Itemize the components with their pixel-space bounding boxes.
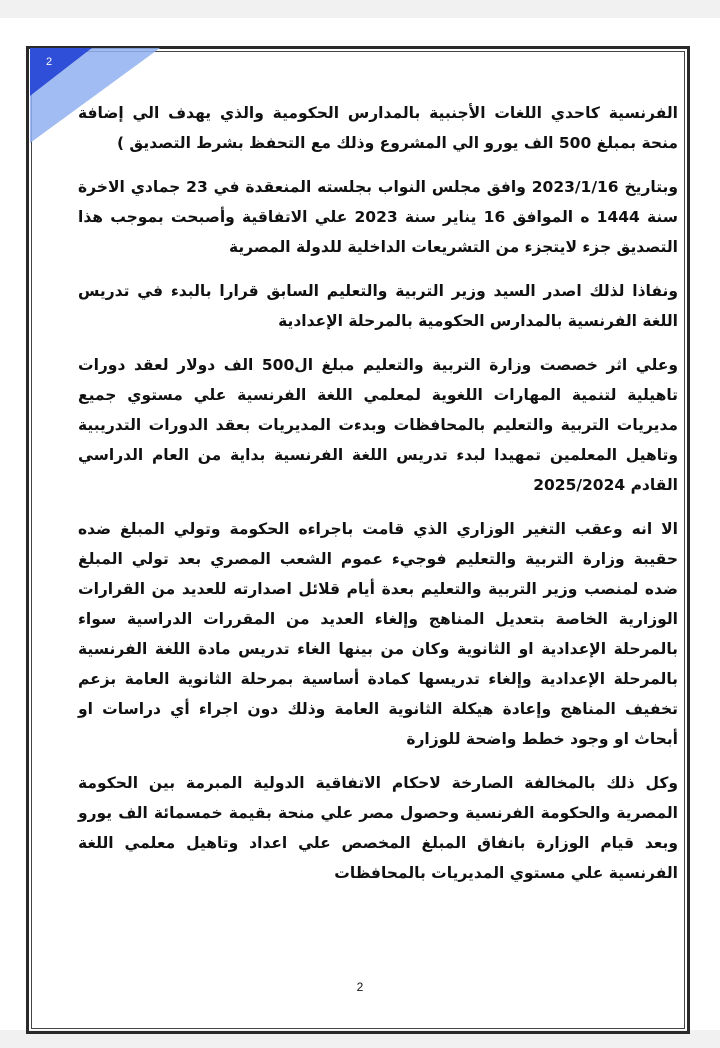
paragraph-3: ونفاذا لذلك اصدر السيد وزير التربية والتعليم السابق قرارا بالبدء في تدريس اللغة الفرنسية بالمدارس الحكومية بالمرحلة الإعدادية (78, 282, 678, 330)
paragraph-5: الا انه وعقب التغير الوزاري الذي قامت باجراءه الحكومة وتولي المبلغ ضده حقيبة وزارة التربية والتعليم فوجيء عموم الشعب المصري بعد تولي المبلغ ضده لمنصب وزير التربية والتعليم بعدة أيام قلائل اصدارته للعديد من القرارات الوزارية الخاصة بتعديل المناهج وإلغاء العديد من المقررات الدراسية سواء بالمرحلة الإعدادية او الثانوية وكان من بينها الغاء تدريس مادة اللغة الفرنسية بالمرحلة الإعدادية وإلغاء تدريسها كمادة أساسية بمرحلة الثانوية العامة بزعم تخفيف المناهج وإعادة هيكلة الثانوية العامة وذلك دون اجراء أي دراسات او أبحاث او وجود خطط واضحة للوزارة (78, 520, 678, 748)
document-body (78, 98, 678, 902)
corner-page-number: 2 (46, 56, 53, 68)
paragraph-1: الفرنسية كاحدي اللغات الأجنبية بالمدارس الحكومية والذي يهدف الي إضافة منحة بمبلغ 500 الف يورو الي المشروع وذلك مع التحفظ بشرط التصديق ) (78, 104, 678, 152)
paragraph-4: وعلي اثر خصصت وزارة التربية والتعليم مبلغ ال500 الف دولار لعقد دورات تاهيلية لتنمية المهارات اللغوية لمعلمي اللغة الفرنسية علي مستوي جميع مديريات التربية والتعليم بالمحافظات وبدءت المديريات بعقد الدورات التدريبية وتاهيل المعلمين تمهيدا لبدء تدريس اللغة الفرنسية بداية من العام الدراسي القادم 2025/2024 (78, 356, 678, 494)
document-page (0, 18, 720, 1030)
paragraph-6: وكل ذلك بالمخالفة الصارخة لاحكام الاتفاقية الدولية المبرمة بين الحكومة المصرية والحكومة الفرنسية وحصول مصر علي منحة بقيمة خمسمائة الف يورو وبعد قيام الوزارة بانفاق المبلغ المخصص علي اعداد وتاهيل معلمي اللغة الفرنسية علي مستوي المديريات بالمحافظات (78, 774, 678, 882)
footer-page-number: 2 (356, 980, 364, 994)
paragraph-2: وبتاريخ 2023/1/16 وافق مجلس النواب بجلسته المنعقدة في 23 جمادي الاخرة سنة 1444 ه الموافق 16 يناير سنة 2023 علي الاتفاقية وأصبحت بموجب هذا التصديق جزء لايتجزء من التشريعات الداخلية للدولة المصرية (78, 178, 678, 256)
